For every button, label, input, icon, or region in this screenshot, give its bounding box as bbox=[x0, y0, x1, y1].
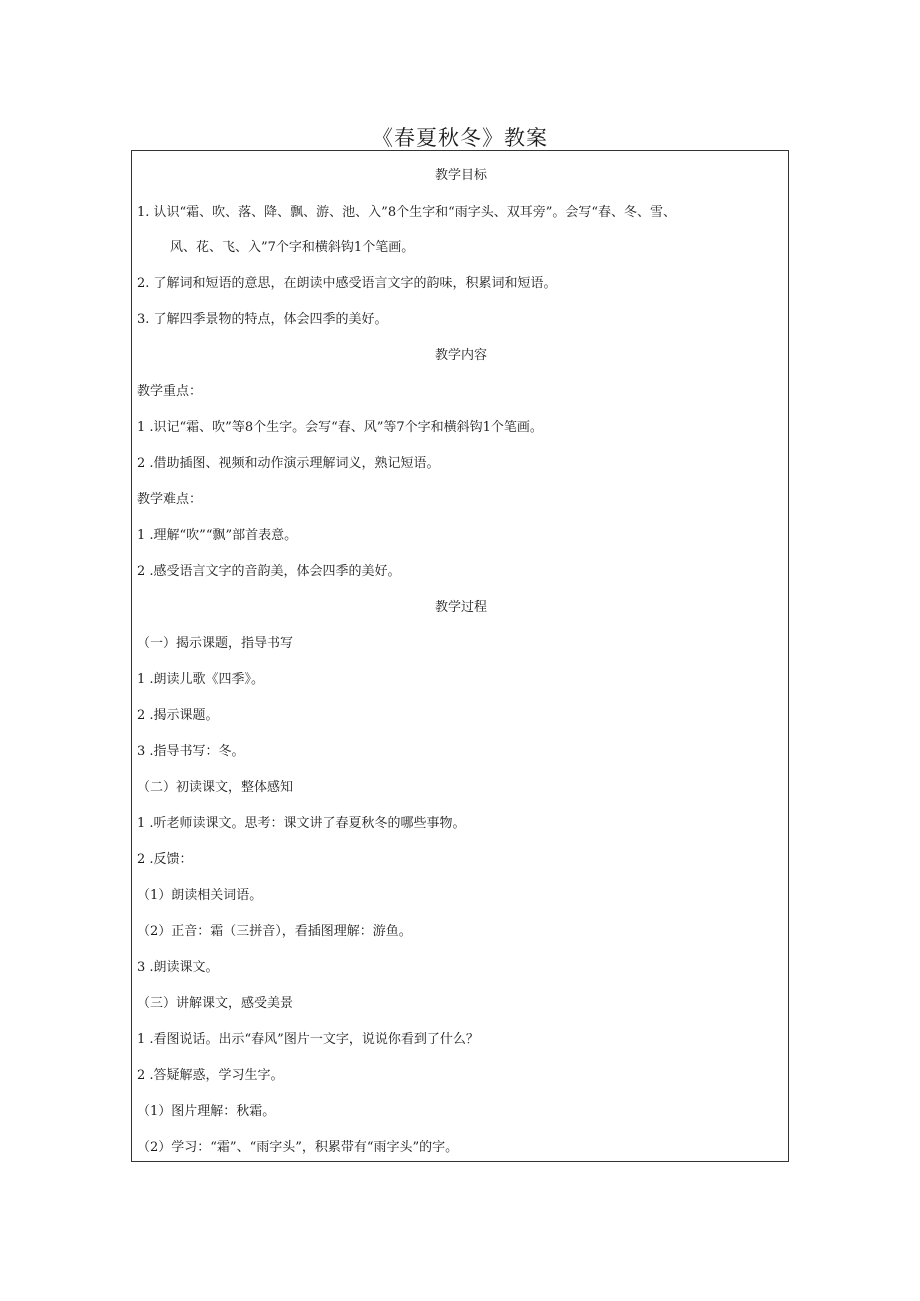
process-step: 2 .答疑解惑，学习生字。 bbox=[137, 1068, 284, 1083]
content-heading: 教学内容 bbox=[434, 348, 487, 363]
key-points-label: 教学重点： bbox=[137, 384, 203, 399]
goal-item-3: 3. 了解四季景物的特点，体会四季的美好。 bbox=[137, 312, 388, 327]
process-step: （二）初读课文，整体感知 bbox=[137, 780, 294, 795]
process-step: （一）揭示课题，指导书写 bbox=[137, 636, 294, 651]
document-title: 《春夏秋冬》教案 bbox=[372, 126, 548, 150]
process-step: 3 .指导书写：冬。 bbox=[137, 744, 245, 759]
process-step: （1）朗读相关词语。 bbox=[137, 888, 263, 903]
process-step: （2）学习：“霜”、“雨字头”，积累带有“雨字头”的字。 bbox=[137, 1140, 459, 1155]
process-heading: 教学过程 bbox=[434, 600, 487, 615]
goal-item-1: 1. 认识“霜、吹、落、降、飘、游、池、入”8个生字和“雨字头、双耳旁”。会写“春、冬、雪、 bbox=[137, 205, 677, 220]
process-step: 1 .看图说话。出示“春风”图片一文字，说说你看到了什么？ bbox=[137, 1032, 479, 1047]
process-step: （1）图片理解：秋霜。 bbox=[137, 1104, 276, 1119]
lesson-plan-table bbox=[131, 150, 789, 1162]
process-step: 1 .听老师读课文。思考：课文讲了春夏秋冬的哪些事物。 bbox=[137, 816, 466, 831]
process-step: 1 .朗读儿歌《四季》。 bbox=[137, 672, 265, 687]
difficulties-label: 教学难点： bbox=[137, 492, 203, 507]
goals-heading: 教学目标 bbox=[434, 168, 487, 183]
key-point-item: 2 .借助插图、视频和动作演示理解词义，熟记短语。 bbox=[137, 456, 440, 471]
difficulty-item: 1 .理解“吹”“飘”部首表意。 bbox=[137, 528, 298, 543]
key-point-item: 1 .识记“霜、吹”等8个生字。会写“春、风”等7个字和横斜钩1个笔画。 bbox=[137, 420, 543, 435]
process-step: 2 .揭示课题。 bbox=[137, 708, 219, 723]
process-step: （三）讲解课文，感受美景 bbox=[137, 996, 294, 1011]
difficulty-item: 2 .感受语言文字的音韵美，体会四季的美好。 bbox=[137, 564, 401, 579]
process-step: 2 .反馈： bbox=[137, 852, 193, 867]
process-step: 3 .朗读课文。 bbox=[137, 960, 219, 975]
goal-item-2: 2. 了解词和短语的意思，在朗读中感受语言文字的韵味，积累词和短语。 bbox=[137, 276, 557, 291]
goal-item-1-continued: 风、花、飞、入”7个字和横斜钩1个笔画。 bbox=[170, 240, 415, 255]
process-step: （2）正音：霜（三拼音），看插图理解：游鱼。 bbox=[137, 924, 412, 939]
